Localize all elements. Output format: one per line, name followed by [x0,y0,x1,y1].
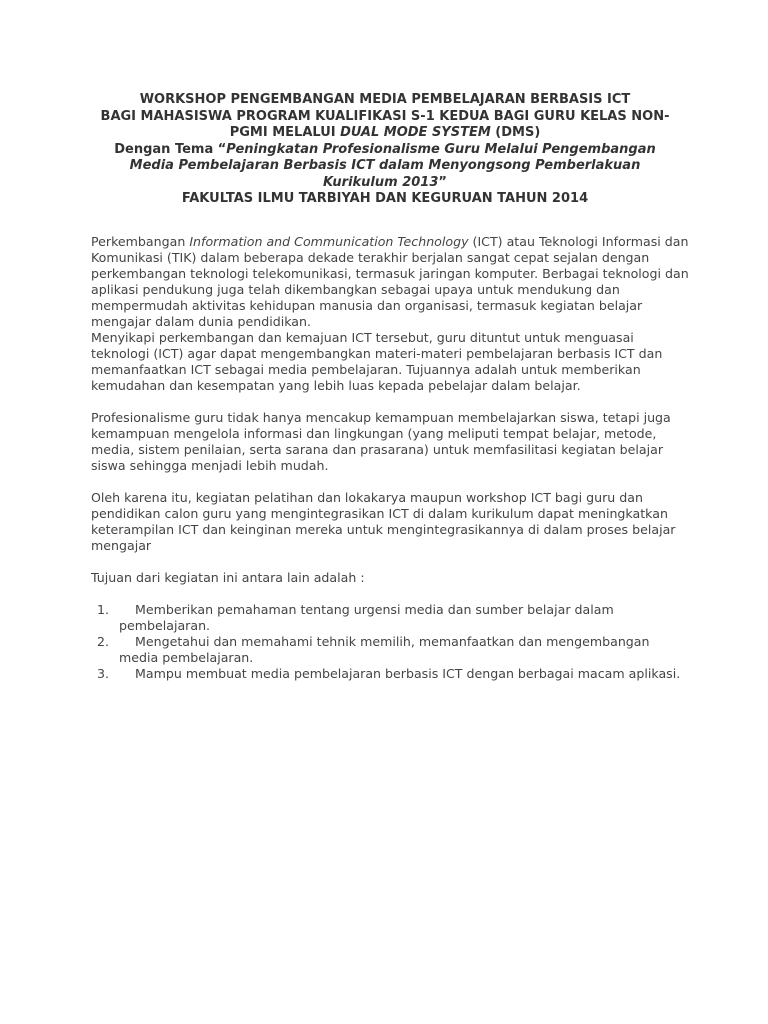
theme-label: Dengan Tema “ [114,141,227,157]
list-item [91,634,691,666]
paragraph-4: Oleh karena itu, kegiatan pelatihan dan lokakarya maupun workshop ICT bagi guru dan pendidikan calon guru yang mengintegrasikan ICT di dalam kurikulum dapat meningkatkan keterampilan ICT dan keinginan mereka untuk mengintegrasikannya di dalam proses belajar mengajar [91,490,676,553]
paragraph-3: Profesionalisme guru tidak hanya mencakup kemampuan membelajarkan siswa, tetapi juga kemampuan mengelola informasi dan lingkungan (yang meliputi tempat belajar, metode, media, sistem penilaian, serta sarana dan prasarana) untuk memfasilitasi kegiatan belajar siswa sehingga menjadi lebih mudah. [91,410,671,473]
paragraph-5: Tujuan dari kegiatan ini antara lain adalah : [91,570,365,585]
title-line-3-text: PGMI MELALUI [229,125,341,140]
paragraph-2: Menyikapi perkembangan dan kemajuan ICT tersebut, guru dituntut untuk menguasai teknologi (ICT) agar dapat mengembangkan materi-materi pembelajaran berbasis ICT dan memanfaatkan ICT sebagai media pembelajaran. Tujuannya adalah untuk memberikan kemudahan dan kesempatan yang lebih luas kepada pebelajar dalam belajar. [91,330,663,393]
list-item-text: Mengetahui dan memahami tehnik memilih, memanfaatkan dan mengembangan media pembelajaran. [119,634,650,665]
paragraph-1 [91,234,691,330]
document-body [91,234,691,682]
list-item [91,602,691,634]
ict-term-italic: Information and Communication Technology [189,234,469,249]
theme-close-quote: ” [438,174,447,190]
title-line-1: WORKSHOP PENGEMBANGAN MEDIA PEMBELAJARAN BERBASIS ICT [139,92,631,107]
title-line-7: FAKULTAS ILMU TARBIYAH DAN KEGURUAN TAHUN 2014 [181,191,589,206]
list-number: 3. [97,666,110,681]
title-line-6 [90,175,680,192]
list-number: 1. [97,602,110,617]
list-number: 2. [97,634,110,649]
paragraph-1-rest: (ICT) atau Teknologi Informasi dan Komunikasi (TIK) dalam beberapa dekade terakhir berjalan sangat cepat sejalan dengan perkembangan teknologi telekomunikasi, termasuk jaringan komputer. Berbagai teknologi dan aplikasi pendukung juga telah dikembangkan sebagai upaya untuk mendukung dan mempermudah aktivitas kehidupan manusia dan organisasi, termasuk kegiatan belajar mengajar dalam dunia pendidikan. [91,234,689,329]
title-line-5 [90,158,680,175]
theme-text-2: Media Pembelajaran Berbasis ICT dalam Menyongsong Pemberlakuan [129,158,641,173]
title-line-4 [90,142,680,159]
theme-text-1: Peningkatan Profesionalisme Guru Melalui Pengembangan [226,141,656,157]
title-dms-abbr: (DMS) [490,125,541,140]
list-item-text: Mampu membuat media pembelajaran berbasis ICT dengan berbagai macam aplikasi. [135,666,681,681]
paragraph-1-start: Perkembangan [91,234,190,249]
title-line-3 [90,125,680,142]
theme-text-3: Kurikulum 2013 [323,174,439,190]
goals-list [91,602,691,682]
title-dms-italic: DUAL MODE SYSTEM [340,125,491,140]
list-item [91,666,691,682]
document-title [90,92,680,208]
title-line-2: BAGI MAHASISWA PROGRAM KUALIFIKASI S-1 KEDUA BAGI GURU KELAS NON- [100,108,670,124]
list-item-text: Memberikan pemahaman tentang urgensi media dan sumber belajar dalam pembelajaran. [119,602,614,633]
